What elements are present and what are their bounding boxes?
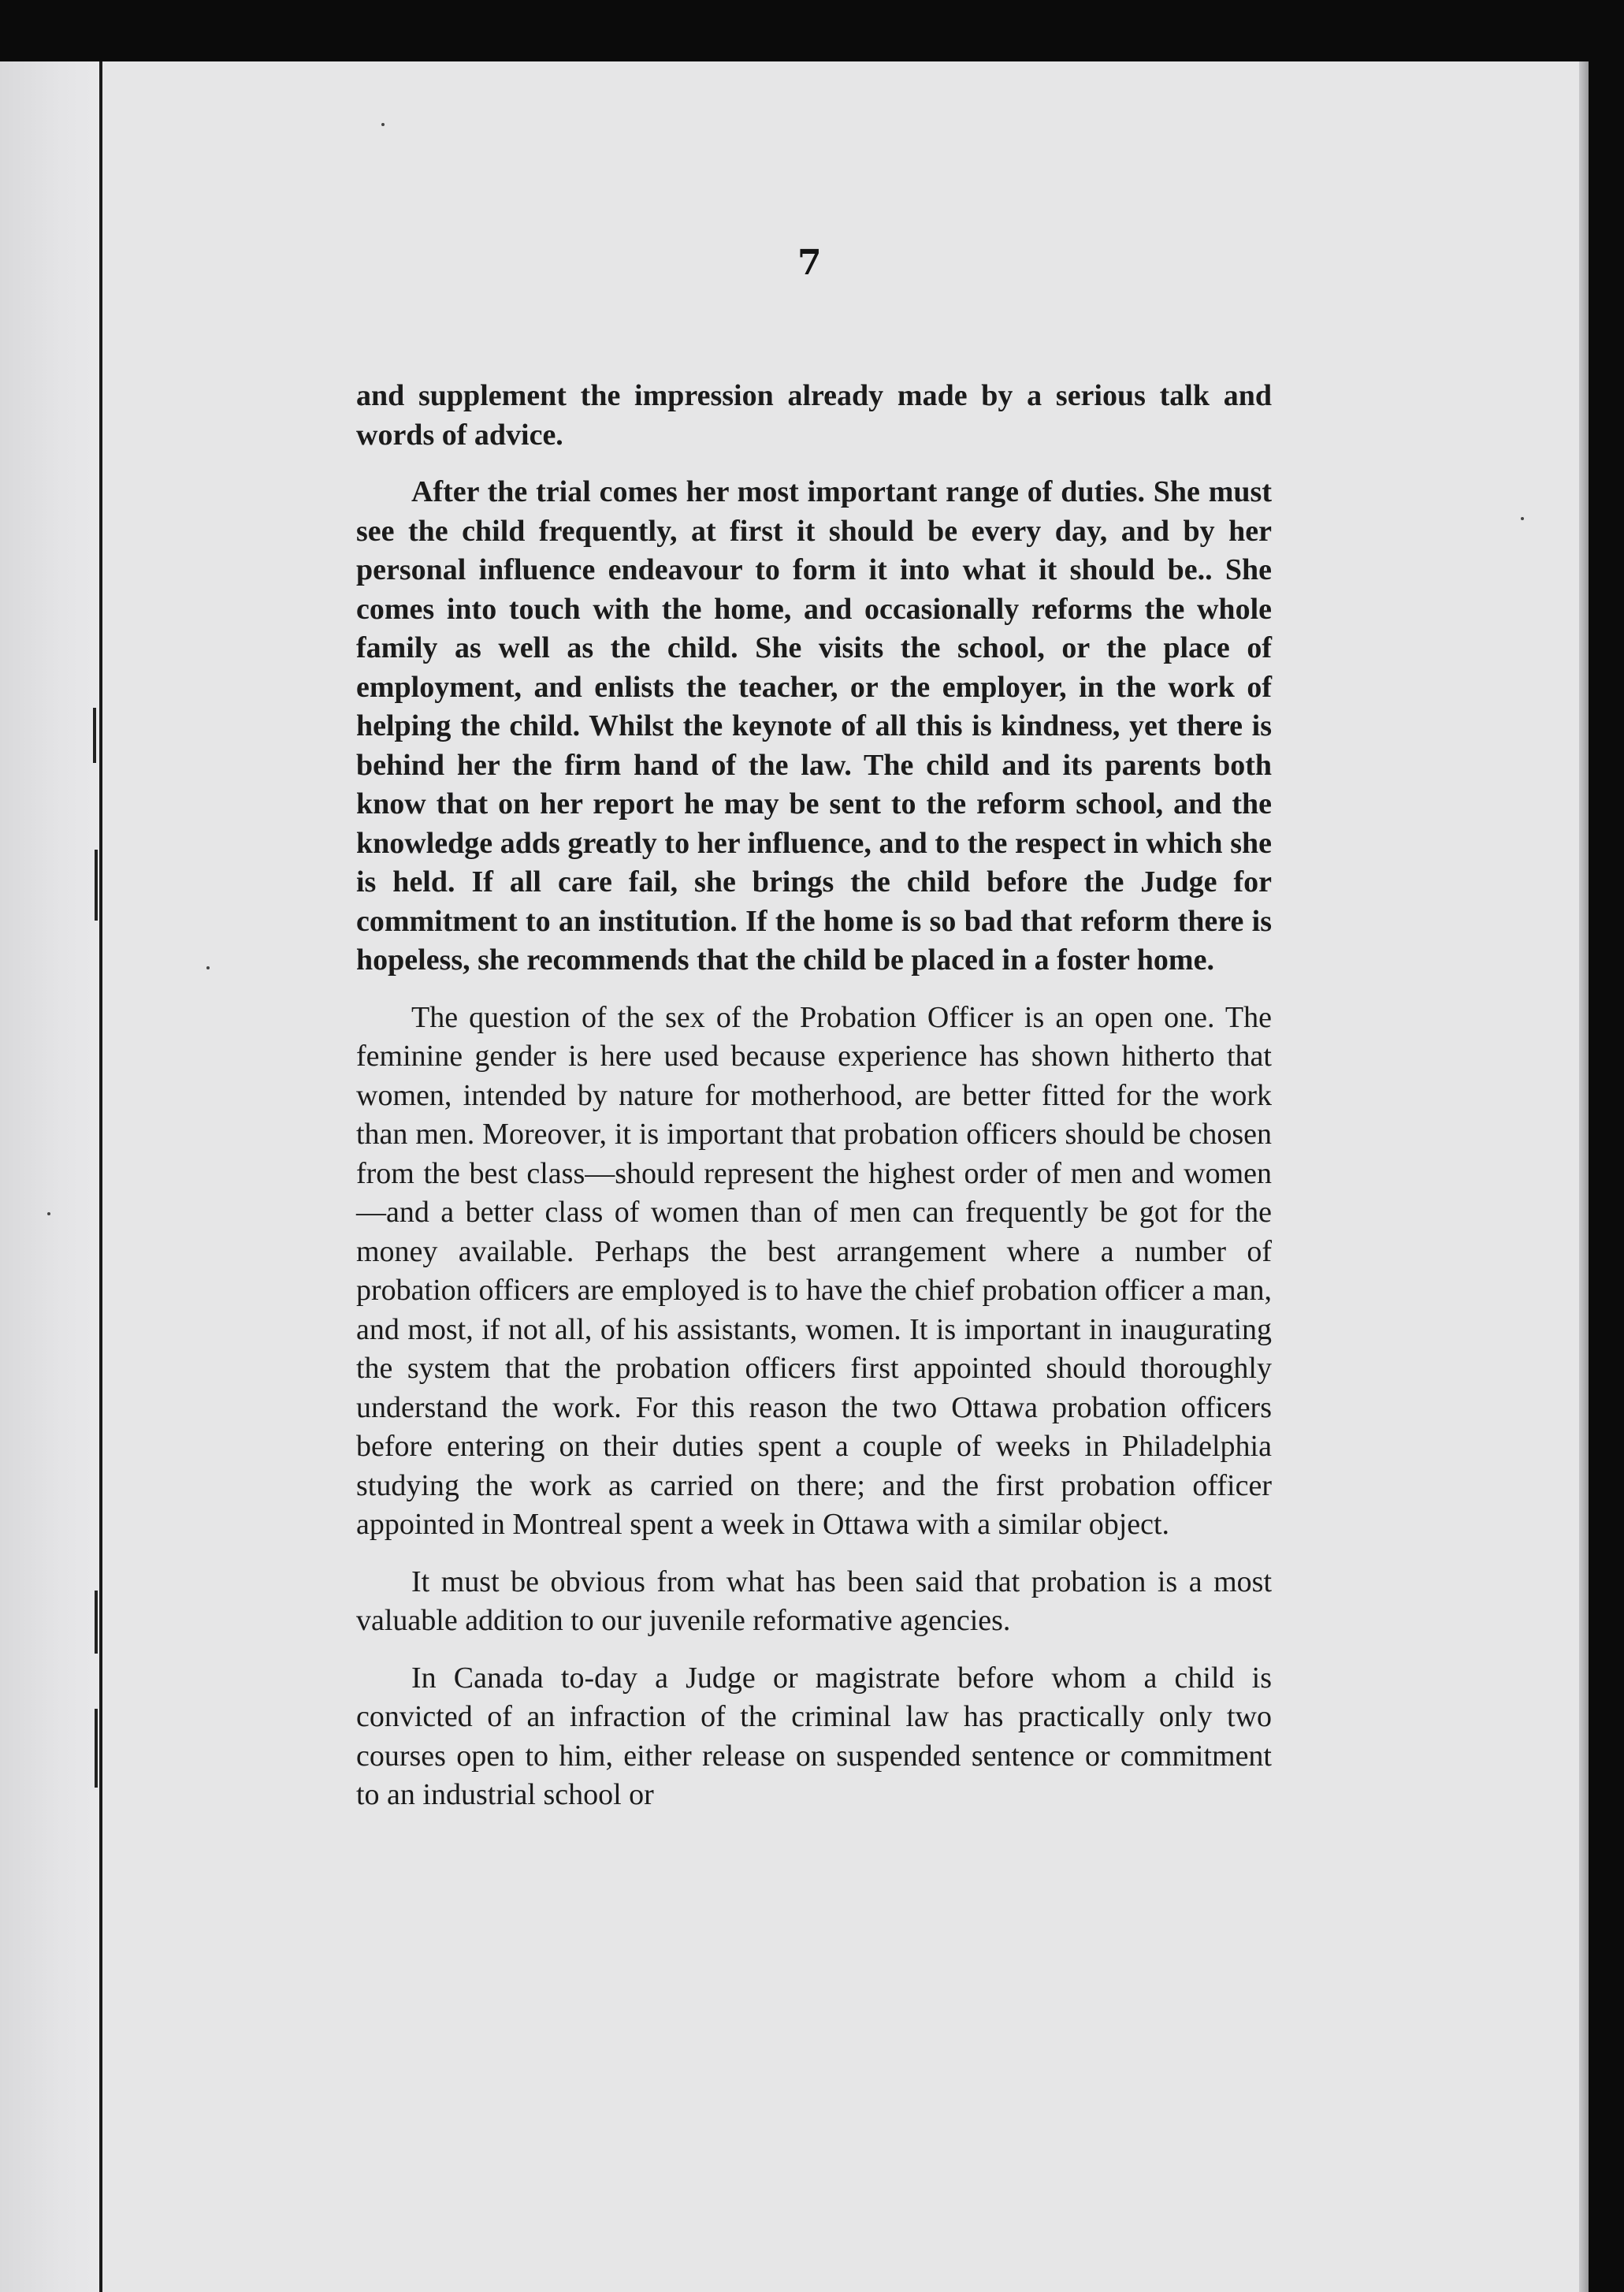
binding-mark [95,1709,98,1788]
scanned-page [0,61,1581,2292]
scan-speck [1521,517,1524,520]
paragraph: It must be obvious from what has been said that probation is a most valuable addition to our juvenile reformative agencies. [356,1565,1272,1637]
binding-mark [93,708,96,763]
page-gutter [0,61,102,2292]
scan-speck [206,966,210,969]
page-number: 7 [797,243,822,283]
scan-speck [381,123,385,126]
page-right-edge [1579,61,1589,2292]
scan-speck [47,1212,50,1215]
paragraph: In Canada to-day a Judge or magistrate before whom a child is convicted of an infraction of the criminal law has practically only two courses open to him, either release on suspended sentence or commitment to an industrial school or [356,1661,1272,1811]
binding-mark [95,1591,98,1654]
paragraph: The question of the sex of the Probation Officer is an open one. The feminine gender is here used because experience has shown hitherto that women, intended by nature for motherhood, are better fitted for the work than men. Moreover, it is important that probation officers should be chosen from the best class—should represent the highest order of men and women—and a better class of women than of men can frequently be got for the money available. Perhaps the best arrangement where a number of probation officers are employed is to have the chief probation officer a man, and most, if not all, of his assistants, women. It is important in inaugurating the system that the probation officers first appointed should thoroughly understand the work. For this reason the two Ottawa probation officers before entering on their duties spent a couple of weeks in Philadelphia studying the work as carried on there; and the first probation officer appointed in Montreal spent a week in Ottawa with a similar object. [356,1000,1272,1541]
body-text [356,377,1272,1815]
paragraph: and supplement the impression already made by a serious talk and words of advice. [356,379,1272,452]
paragraph: After the trial comes her most important range of duties. She must see the child frequently, at first it should be every day, and by her personal influence endeavour to form it into what it should be.. She comes into touch with the home, and occasionally reforms the whole family as well as the child. She visits the school, or the place of employment, and enlists the teacher, or the employer, in the work of helping the child. Whilst the keynote of all this is kindness, yet there is behind her the firm hand of the law. The child and its parents both know that on her report he may be sent to the reform school, and the knowledge adds greatly to her influence, and to the respect in which she is held. If all care fail, she brings the child before the Judge for commitment to an institution. If the home is so bad that reform there is hopeless, she recommends that the child be placed in a foster home. [356,475,1272,977]
binding-mark [95,850,98,921]
binding-line [99,61,102,2292]
